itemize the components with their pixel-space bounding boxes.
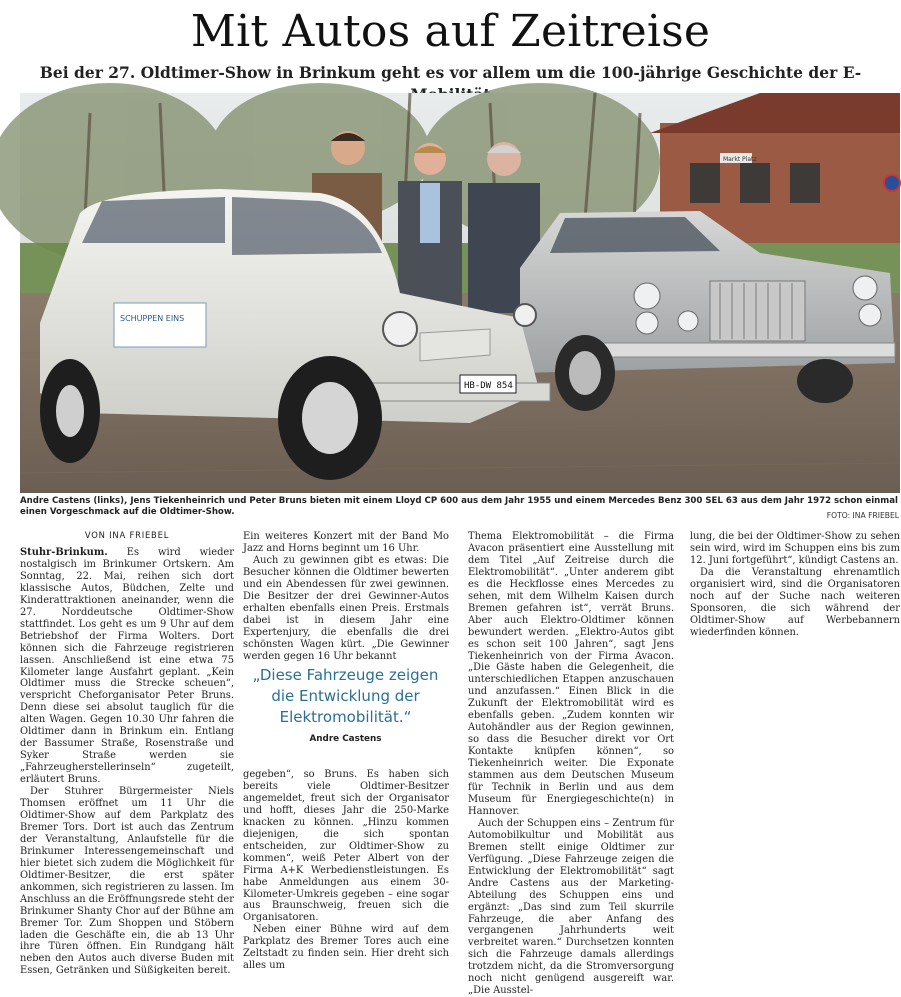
headline: Mit Autos auf Zeitreise	[190, 6, 711, 57]
paragraph: lung, die bei der Oldtimer-Show zu sehen sein wird, wird im Schuppen eins bis zum 12. Juni fortgeführt“, kündigt Castens an.	[690, 531, 900, 566]
paragraph: Da die Veranstaltung ehrenamtlich organisiert wird, sind die Organisatoren noch auf der Suche nach weiteren Sponsoren, die sich während der Oldtimer-Show auf Werbebannern wiederfinden können.	[690, 566, 900, 638]
column-2-bottom	[243, 769, 449, 972]
paragraph: Auch zu gewinnen gibt es etwas: Die Besucher können die Oldtimer bewerten und ein Abendessen für zwei gewinnen. Die Besitzer der drei Gewinner-Autos erhalten ebenfalls einen Preis. Erstmals dabei ist in diesem Jahr eine Expertenjury, die ebenfalls die drei schönsten Wagen kürt. „Die Gewinner werden gegen 16 Uhr bekannt	[243, 554, 449, 662]
pull-quote	[243, 665, 448, 744]
byline: VON INA FRIEBEL	[84, 530, 170, 540]
pull-quote-author: Andre Castens	[309, 734, 382, 744]
column-1	[20, 547, 234, 977]
paragraph: Ein weiteres Konzert mit der Band Mo Jazz and Horns beginnt um 16 Uhr.	[243, 531, 449, 554]
column-3	[468, 531, 674, 997]
photo-caption: Andre Castens (links), Jens Tiekenheinrich und Peter Bruns bieten mit einem Lloyd CP 600 aus dem Jahr 1955 und einem Mercedes Benz 300 SEL 63 aus dem Jahr 1972 schon einmal einen Vorgeschmack auf die Oldtimer-Show.	[20, 496, 898, 517]
license-plate: HB-DW 854	[464, 381, 513, 391]
subheadline: Bei der 27. Oldtimer-Show in Brinkum geht es vor allem um die 100-jährige Geschichte der E-	[39, 63, 862, 82]
pull-quote-text: „Diese Fahrzeuge zeigen die Entwicklung der Elektromobilität.“	[252, 666, 439, 726]
paragraph: Thema Elektromobilität – die Firma Avacon präsentiert eine Ausstellung mit dem Titel „Auf Zeitreise durch die Elektromobilität“. „Unter anderem gibt es die Heckflosse eines Mercedes zu sehen, mit dem Wilhelm Kaisen durch Bremen gefahren ist“, verrät Bruns. Aber auch Elektro-Oldtimer können bewundert werden. „Elektro-Autos gibt es schon seit 100 Jahren“, sagt Jens Tiekenheinrich von der Firma Avacon. „Die Gäste haben die Gelegenheit, die unterschiedlichen Etappen anzuschauen und anzufassen.“ Einen Blick in die Zukunft der Elektromobilität wird es ebenfalls geben. „Zudem konnten wir Autohändler aus der Region gewinnen, so dass die Besucher direkt vor Ort Kontakte knüpfen können“, so Tiekenheinrich weiter. Die Exponate stammen aus dem Deutschen Museum für Technik in Berlin und aus dem Museum für Energiegeschichte(n) in Hannover.	[468, 531, 674, 817]
street-sign: Markt Platz	[723, 156, 757, 163]
paragraph: Es wird wieder nostalgisch im Brinkumer Ortskern. Am Sonntag, 22. Mai, reihen sich dort klassische Autos, Büdchen, Zelte und Kinderattraktionen aneinander, wenn die 27. Norddeutsche Oldtimer-Show stattfindet. Los geht es um 9 Uhr auf dem Betriebshof der Firma Wolters. Dort können sich die Fahrzeuge registrieren lassen. Anschließend ist eine etwa 75 Kilometer lange Ausfahrt geplant. „Kein Oldtimer muss die Strecke scheuen“, verspricht Cheforganisator Peter Bruns. Denn diese sei absolut tauglich für die alten Wagen. Gegen 10.30 Uhr fahren die Oldtimer dann in Brinkum ein. Entlang der Bassumer Straße, Rosenstraße und Syker Straße werden sie „Fahrzeugherstellerinseln“ zugeteilt, erläutert Bruns.	[20, 547, 234, 786]
paragraph: Der Stuhrer Bürgermeister Niels Thomsen eröffnet um 11 Uhr die Oldtimer-Show auf dem Parkplatz des Bremer Tors. Dort ist auch das Zentrum der Veranstaltung, Anlaufstelle für die Brinkumer Interessengemeinschaft und hier bietet sich zudem die Möglichkeit für Oldtimer-Besitzer, die erst später ankommen, sich registrieren zu lassen. Im Anschluss an die Eröffnungsrede steht der Brinkumer Shanty Chor auf der Bühne am Bremer Tor. Zum Shoppen und Stöbern laden die Geschäfte ein, die ab 13 Uhr ihre Türen öffnen. Ein Rundgang hält neben den Autos auch diverse Buden mit Essen, Getränken und Süßigkeiten bereit.	[20, 786, 234, 977]
door-sign: SCHUPPEN EINS	[120, 314, 185, 323]
paragraph: Auch der Schuppen eins – Zentrum für Automobilkultur und Mobilität aus Bremen stellt einige Oldtimer zur Verfügung. „Diese Fahrzeuge zeigen die Entwicklung der Elektromobilität“ sagt Andre Castens aus der Marketing-Abteilung des Schuppen eins und ergänzt: „Das sind zum Teil skurrile Fahrzeuge, die aber Anfang des vergangenen Jahrhunderts weit verbreitet waren.“ Durchsetzen konnten sich die Fahrzeuge damals allerdings trotzdem nicht, da die Stromversorgung noch nicht genügend ausgereift war. „Die Ausstel-	[468, 817, 674, 997]
column-2-top	[243, 531, 449, 662]
photo-credit: FOTO: INA FRIEBEL	[826, 511, 899, 520]
paragraph: Neben einer Bühne wird auf dem Parkplatz des Bremer Tores auch eine Zeltstadt zu finden sein. Hier dreht sich alles um	[243, 924, 449, 972]
column-4	[690, 531, 900, 651]
dateline: Stuhr-Brinkum.	[20, 547, 108, 558]
article-photo	[20, 93, 900, 493]
paragraph: gegeben“, so Bruns. Es haben sich bereits viele Oldtimer-Besitzer angemeldet, freut sich der Organisator und hofft, dieses Jahr die 250-Marke knacken zu können. „Hinzu kommen diejenigen, die sich spontan entscheiden, zur Oldtimer-Show zu kommen“, weiß Peter Albert von der Firma A+K Werbedienstleistungen. Es habe Anmeldungen aus einem 30-Kilometer-Umkreis gegeben – eine sogar aus Braunschweig, freuen sich die Organisatoren.	[243, 769, 449, 924]
